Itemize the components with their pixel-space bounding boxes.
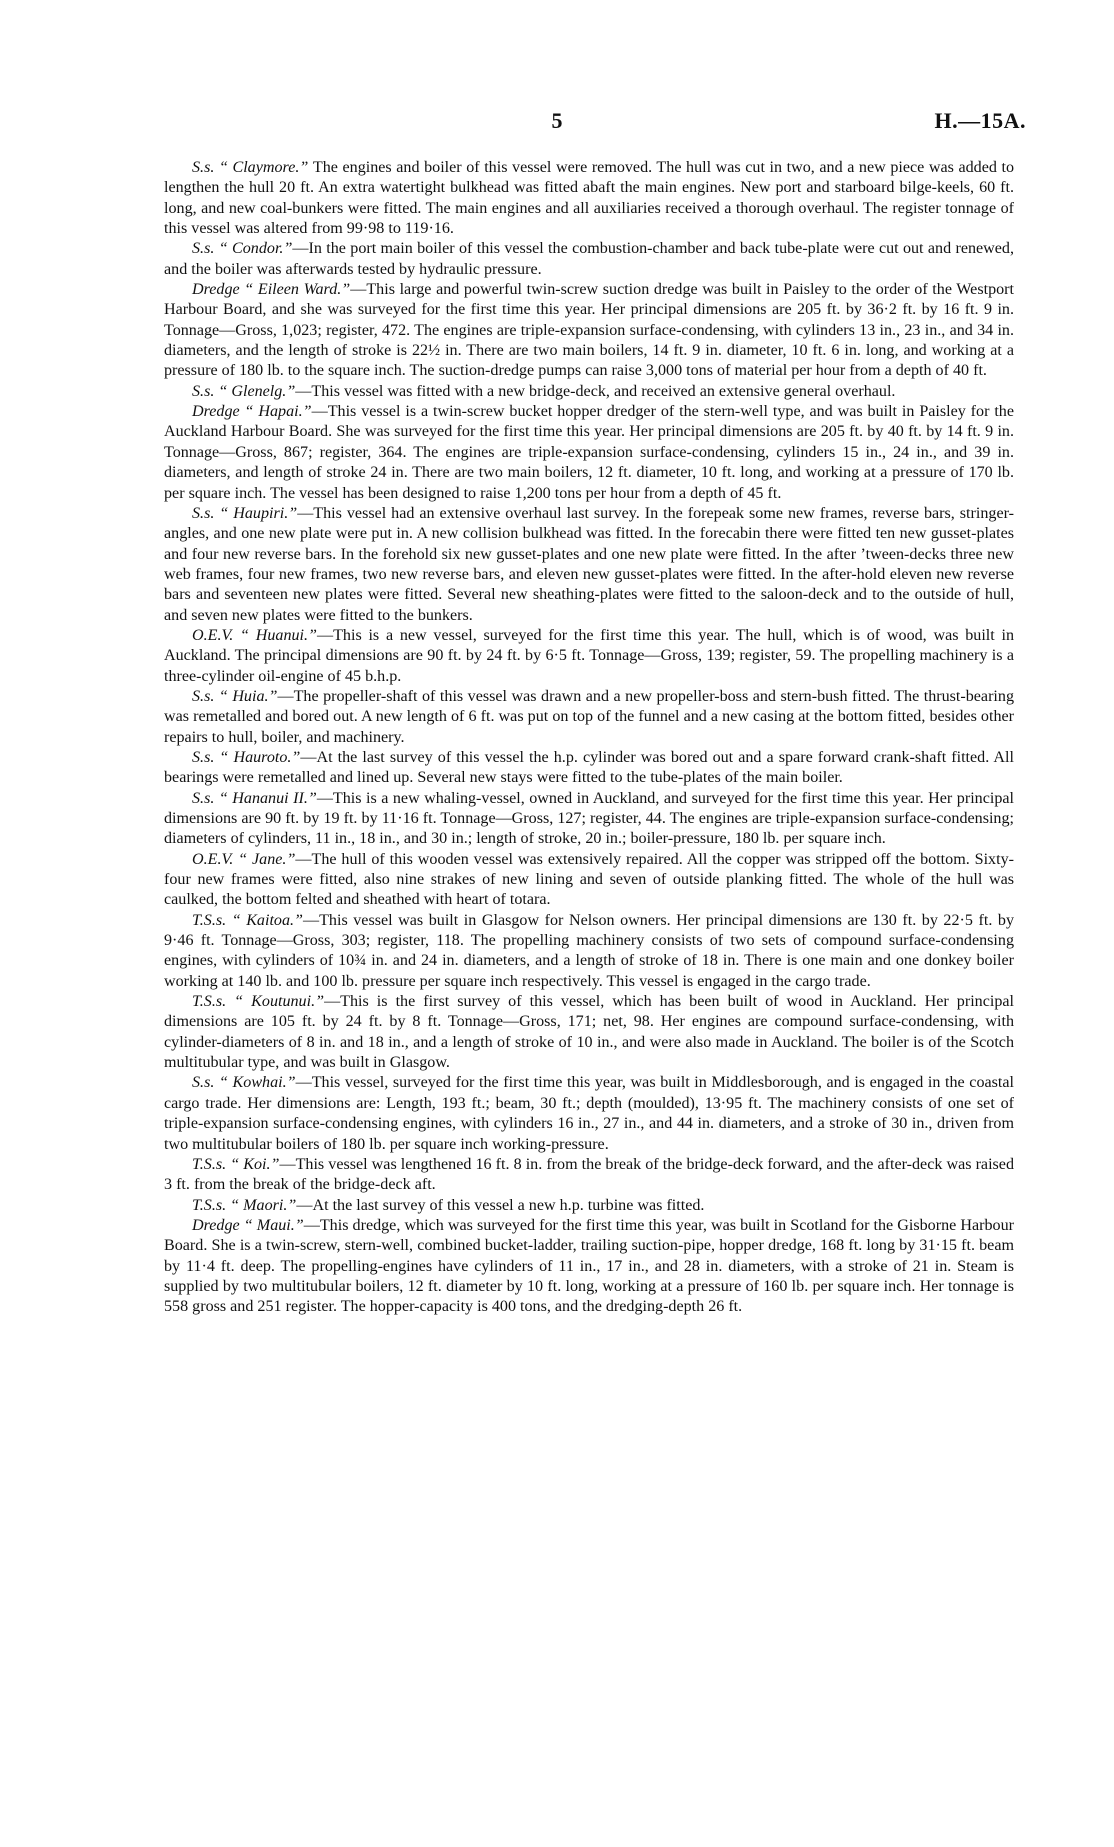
vessel-type: T.S.s. xyxy=(192,1196,227,1214)
vessel-name: “ Kaitoa.” xyxy=(226,911,303,929)
paragraph-text: —This vessel, surveyed for the first time this year, was built in Middlesborough, and is engaged in the coastal cargo trade. Her dimensions are: Length, 193 ft.; beam, 30 ft.; depth (moulded), 13·95 ft. The machinery consists of one set of triple-expansion surface-condensing engines, with cylinders 16 in., 27 in., and 44 in. diameters, and a stroke of 30 in., driven from two multitubular boilers of 180 lb. per square inch working-pressure. xyxy=(164,1074,1014,1153)
vessel-type: S.s. xyxy=(192,1074,215,1092)
paragraph-text: —This is a new vessel, surveyed for the first time this year. The hull, which is of wood, was built in Auckland. The principal dimensions are 90 ft. by 24 ft. by 6·5 ft. Tonnage—Gross, 139; register, 59. The propelling machinery is a three-cylinder oil-engine of 45 b.h.p. xyxy=(164,626,1014,685)
paragraph-text: —The hull of this wooden vessel was extensively repaired. All the copper was stripped off the bottom. Sixty-four new frames were fitted, also nine strakes of new lining and seven of outside planking fitted. The whole of the hull was caulked, the bottom felted and sheathed with heart of totara. xyxy=(164,850,1014,909)
paragraph-text: —This vessel was built in Glasgow for Nelson owners. Her principal dimensions are 130 ft. by 22·5 ft. by 9·46 ft. Tonnage—Gross, 303; register, 118. The propelling machinery consists of two sets of compound surface-condensing engines, with cylinders of 10¾ in. and 24 in. diameters, and a length of stroke of 18 in. There is one main and one donkey boiler working at 140 lb. and 100 lb. pressure per square inch respectively. This vessel is engaged in the cargo trade. xyxy=(164,911,1014,990)
vessel-name: “ Haupiri.” xyxy=(214,504,298,522)
paragraph-koutunui xyxy=(164,992,1014,1073)
paragraph-text: —This large and powerful twin-screw suction dredge was built in Paisley to the order of the Westport Harbour Board, and she was surveyed for the first time this year. Her principal dimensions are 205 ft. by 36·2 ft. by 16 ft. 9 in. Tonnage—Gross, 1,023; register, 472. The engines are triple-expansion surface-condensing, with cylinders 13 in., 23 in., and 34 in. diameters, and the length of stroke is 22½ in. There are two main boilers, 14 ft. 9 in. diameter, 10 ft. 6 in. long, and working at a pressure of 180 lb. to the square inch. The suction-dredge pumps can raise 3,000 tons of material per hour from a depth of 40 ft. xyxy=(164,281,1014,380)
paragraph-text: —At the last survey of this vessel a new h.p. turbine was fitted. xyxy=(296,1196,705,1214)
vessel-name: “ Hauroto.” xyxy=(214,748,301,766)
body-text xyxy=(164,158,1014,1318)
vessel-type: T.S.s. xyxy=(192,1155,227,1173)
paragraph-text: —This vessel is a twin-screw bucket hopper dredger of the stern-well type, and was built in Paisley for the Auckland Harbour Board. She was surveyed for the first time this year. Her principal dimensions are 205 ft. by 40 ft. by 14 ft. 9 in. Tonnage—Gross, 867; register, 364. The engines are triple-expansion surface-condensing, cylinders 15 in., 24 in., and 39 in. diameters, and length of stroke 24 in. There are two main boilers, 12 ft. diameter, 10 ft. long, and working at a pressure of 170 lb. per square inch. The vessel has been designed to raise 1,200 tons per hour from a depth of 45 ft. xyxy=(164,403,1014,502)
paragraph-haupiri xyxy=(164,504,1014,626)
vessel-type: T.S.s. xyxy=(192,911,227,929)
vessel-name: “ Maui.” xyxy=(239,1216,304,1234)
vessel-type: S.s. xyxy=(192,240,215,258)
document-reference: H.—15A. xyxy=(934,108,1026,133)
vessel-name: “ Hananui II.” xyxy=(214,789,317,807)
paragraph-claymore xyxy=(164,158,1014,239)
vessel-name: “ Maori.” xyxy=(226,1196,297,1214)
vessel-name: “ Huia.” xyxy=(214,687,278,705)
paragraph-maui xyxy=(164,1216,1014,1318)
vessel-name: “ Glenelg.” xyxy=(214,382,296,400)
vessel-type: S.s. xyxy=(192,748,215,766)
vessel-name: “ Eileen Ward.” xyxy=(239,281,351,299)
paragraph-kowhai xyxy=(164,1073,1014,1154)
paragraph-kaitoa xyxy=(164,911,1014,992)
paragraph-huanui xyxy=(164,626,1014,687)
vessel-name: “ Koutunui.” xyxy=(226,993,325,1011)
vessel-name: “ Claymore.” xyxy=(214,159,313,176)
vessel-type: T.S.s. xyxy=(192,993,227,1011)
vessel-type: S.s. xyxy=(192,382,215,400)
paragraph-eileen-ward xyxy=(164,280,1014,382)
paragraph-hananui-ii xyxy=(164,789,1014,850)
vessel-type: S.s. xyxy=(192,504,215,522)
paragraph-text: —This dredge, which was surveyed for the first time this year, was built in Scotland for the Gisborne Harbour Board. She is a twin-screw, stern-well, combined bucket-ladder, trailing suction-pipe, hopper dredge, 168 ft. long by 31·15 ft. beam by 11·4 ft. deep. The propelling-engines have cylinders of 11 in., 17 in., and 28 in. diameters, with a stroke of 21 in. Steam is supplied by two multitubular boilers, 12 ft. diameter by 10 ft. long, working at a pressure of 160 lb. per square inch. Her tonnage is 558 gross and 251 register. The hopper-capacity is 400 tons, and the dredging-depth 26 ft. xyxy=(164,1216,1014,1316)
vessel-type: Dredge xyxy=(192,403,240,421)
vessel-name: “ Koi.” xyxy=(226,1155,280,1173)
vessel-name: “ Huanui.” xyxy=(233,626,317,644)
paragraph-text: —In the port main boiler of this vessel the combustion-chamber and back tube-plate were cut out and renewed, and the boiler was afterwards tested by hydraulic pressure. xyxy=(164,240,1015,278)
paragraph-text: —At the last survey of this vessel the h.p. cylinder was bored out and a spare forward crank-shaft fitted. All bearings were remetalled and lined up. Several new stays were fitted to the tube-plates of the main boiler. xyxy=(164,748,1014,787)
paragraph-text: —This is a new whaling-vessel, owned in Auckland, and surveyed for the first time this year. Her principal dimensions are 90 ft. by 19 ft. by 11·16 ft. Tonnage—Gross, 127; register, 44. The engines are triple-expansion surface-condensing; diameters of cylinders, 11 in., 18 in., and 30 in.; length of stroke, 20 in.; boiler-pressure, 180 lb. per square inch. xyxy=(164,789,1014,848)
vessel-name: “ Jane.” xyxy=(233,850,296,868)
paragraph-text: —This is the first survey of this vessel, which has been built of wood in Auckland. Her principal dimensions are 105 ft. by 24 ft. by 8 ft. Tonnage—Gross, 171; net, 98. Her engines are compound surface-condensing, with cylinder-diameters of 8 in. and 18 in., and a length of stroke of 10 in., and were also made in Auckland. The boiler is of the Scotch multitubular type, and was built in Glasgow. xyxy=(164,993,1015,1072)
vessel-type: S.s. xyxy=(192,159,215,176)
paragraph-hauroto xyxy=(164,748,1014,789)
paragraph-huia xyxy=(164,687,1014,748)
paragraph-text: The engines and boiler of this vessel were removed. The hull was cut in two, and a new piece was added to lengthen the hull 20 ft. An extra watertight bulkhead was fitted abaft the main engines. New port and starboard bilge-keels, 60 ft. long, and new coal-bunkers were fitted. The main engines and all auxiliaries received a thorough overhaul. The register tonnage of this vessel was altered from 99·98 to 119·16. xyxy=(164,159,1014,238)
vessel-type: O.E.V. xyxy=(192,850,234,868)
vessel-type: S.s. xyxy=(192,789,215,807)
paragraph-glenelg xyxy=(164,382,1014,402)
vessel-name: “ Condor.” xyxy=(214,240,293,258)
paragraph-text: —This vessel was lengthened 16 ft. 8 in. from the break of the bridge-deck forward, and the after-deck was raised 3 ft. from the break of the bridge-deck aft. xyxy=(164,1155,1014,1194)
paragraph-jane xyxy=(164,850,1014,911)
vessel-type: S.s. xyxy=(192,687,215,705)
paragraph-text: —This vessel had an extensive overhaul last survey. In the forepeak some new frames, reverse bars, stringer-angles, and one new plate were put in. A new collision bulkhead was fitted. In the forecabin there were fitted ten new gusset-plates and four new reverse bars. In the forehold six new gusset-plates and one new plate were fitted. In the after ’tween-decks three new web frames, four new frames, two new reverse bars, and eleven new gusset-plates were fitted. In the after-hold eleven new reverse bars and seventeen new plates were fitted. Several new sheathing-plates were fitted to the saloon-deck and to the outside of hull, and seven new plates were fitted to the bunkers. xyxy=(164,504,1014,624)
vessel-type: Dredge xyxy=(192,281,240,299)
paragraph-hapai xyxy=(164,402,1014,504)
paragraph-maori xyxy=(164,1196,1014,1216)
page-number: 5 xyxy=(551,108,563,133)
vessel-name: “ Hapai.” xyxy=(239,403,312,421)
paragraph-condor xyxy=(164,239,1014,280)
vessel-type: O.E.V. xyxy=(192,626,234,644)
vessel-type: Dredge xyxy=(192,1216,240,1234)
paragraph-text: —This vessel was fitted with a new bridge-deck, and received an extensive general overhaul. xyxy=(295,382,896,400)
page-header xyxy=(0,108,1114,138)
vessel-name: “ Kowhai.” xyxy=(214,1074,296,1092)
paragraph-koi xyxy=(164,1155,1014,1196)
paragraph-text: —The propeller-shaft of this vessel was drawn and a new propeller-boss and stern-bush fitted. The thrust-bearing was remetalled and bored out. A new length of 6 ft. was put on top of the funnel and a new casing at the bottom fitted, besides other repairs to hull, boiler, and machinery. xyxy=(164,687,1014,746)
